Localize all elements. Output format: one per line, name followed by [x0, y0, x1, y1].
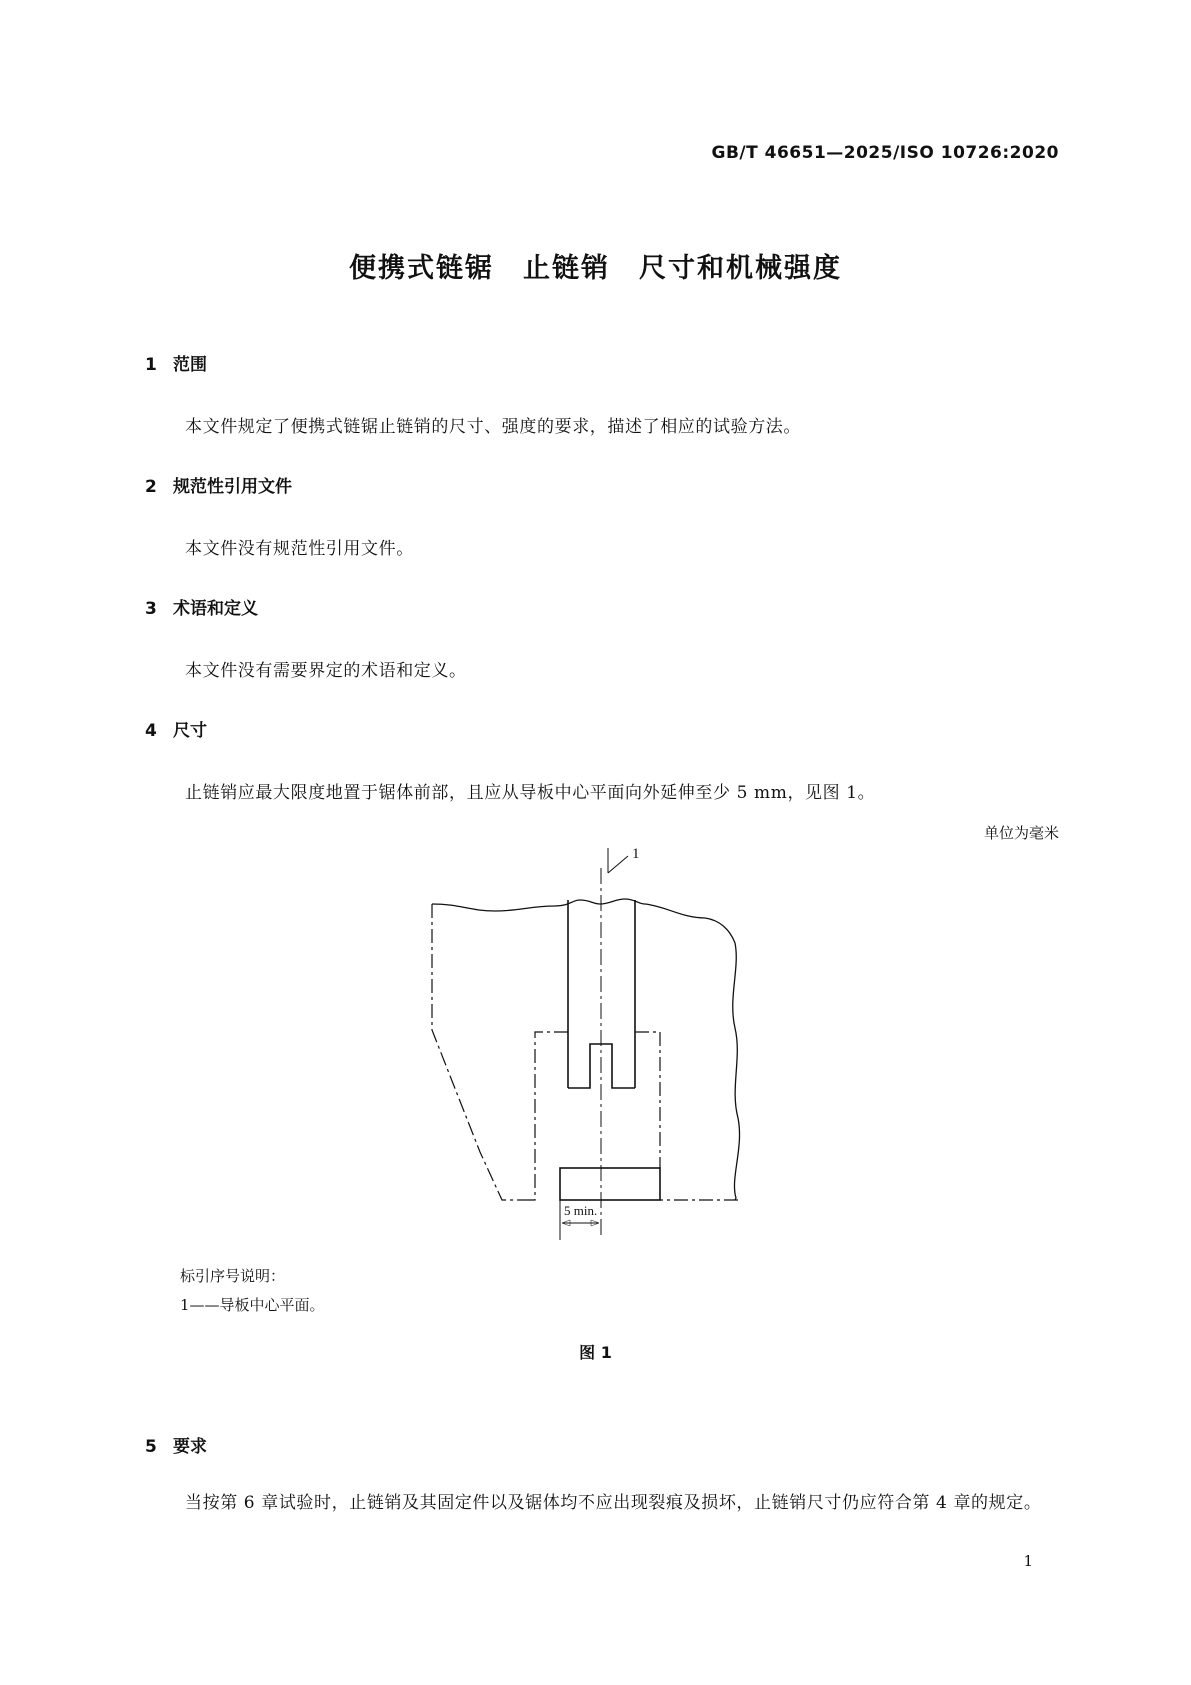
- figure-caption: 图 1: [579, 1343, 612, 1362]
- section-5-body: 当按第 6 章试验时，止链销及其固定件以及锯体均不应出现裂痕及损坏，止链销尺寸仍应符合第 4 章的规定。: [185, 1493, 1042, 1513]
- saw-body-outline: [432, 899, 740, 1200]
- document-title: 便携式链锯 止链销 尺寸和机械强度: [349, 253, 842, 284]
- section-4-heading: [145, 716, 207, 741]
- section-5-heading: [145, 1432, 207, 1457]
- section-1-body: 本文件规定了便携式链锯止链销的尺寸、强度的要求，描述了相应的试验方法。: [185, 417, 801, 437]
- section-number: 3: [145, 599, 157, 619]
- section-number: 5: [145, 1437, 157, 1457]
- section-4-body: 止链销应最大限度地置于锯体前部，且应从导板中心平面向外延伸至少 5 mm，见图 1。: [185, 783, 876, 803]
- section-title: 规范性引用文件: [173, 477, 292, 497]
- phantom-housing-right: [635, 1032, 660, 1168]
- dimension-label: 5 min.: [564, 1203, 598, 1218]
- section-number: 2: [145, 477, 157, 497]
- section-title: 尺寸: [173, 721, 207, 741]
- callout-leader: [608, 856, 628, 873]
- section-2-heading: [145, 472, 292, 497]
- section-2-body: 本文件没有规范性引用文件。: [185, 539, 414, 559]
- figure-key-item: 1——导板中心平面。: [180, 1296, 325, 1314]
- saw-body-left-contour: [432, 904, 522, 1200]
- section-1-heading: [145, 350, 207, 375]
- chain-catcher: [560, 1168, 660, 1200]
- section-title: 术语和定义: [173, 599, 258, 619]
- phantom-housing-left: [522, 1032, 568, 1200]
- figure-1-drawing: [420, 848, 780, 1248]
- callout-1-label: 1: [632, 848, 640, 862]
- page-number: 1: [1023, 1552, 1033, 1570]
- figure-key-title: 标引序号说明：: [180, 1267, 286, 1285]
- standard-number: GB/T 46651—2025/ISO 10726:2020: [711, 143, 1059, 163]
- section-number: 4: [145, 721, 157, 741]
- section-3-heading: [145, 594, 258, 619]
- section-title: 要求: [173, 1437, 207, 1457]
- unit-note: 单位为毫米: [983, 824, 1059, 842]
- section-number: 1: [145, 355, 157, 375]
- section-title: 范围: [173, 355, 207, 375]
- section-3-body: 本文件没有需要界定的术语和定义。: [185, 661, 467, 681]
